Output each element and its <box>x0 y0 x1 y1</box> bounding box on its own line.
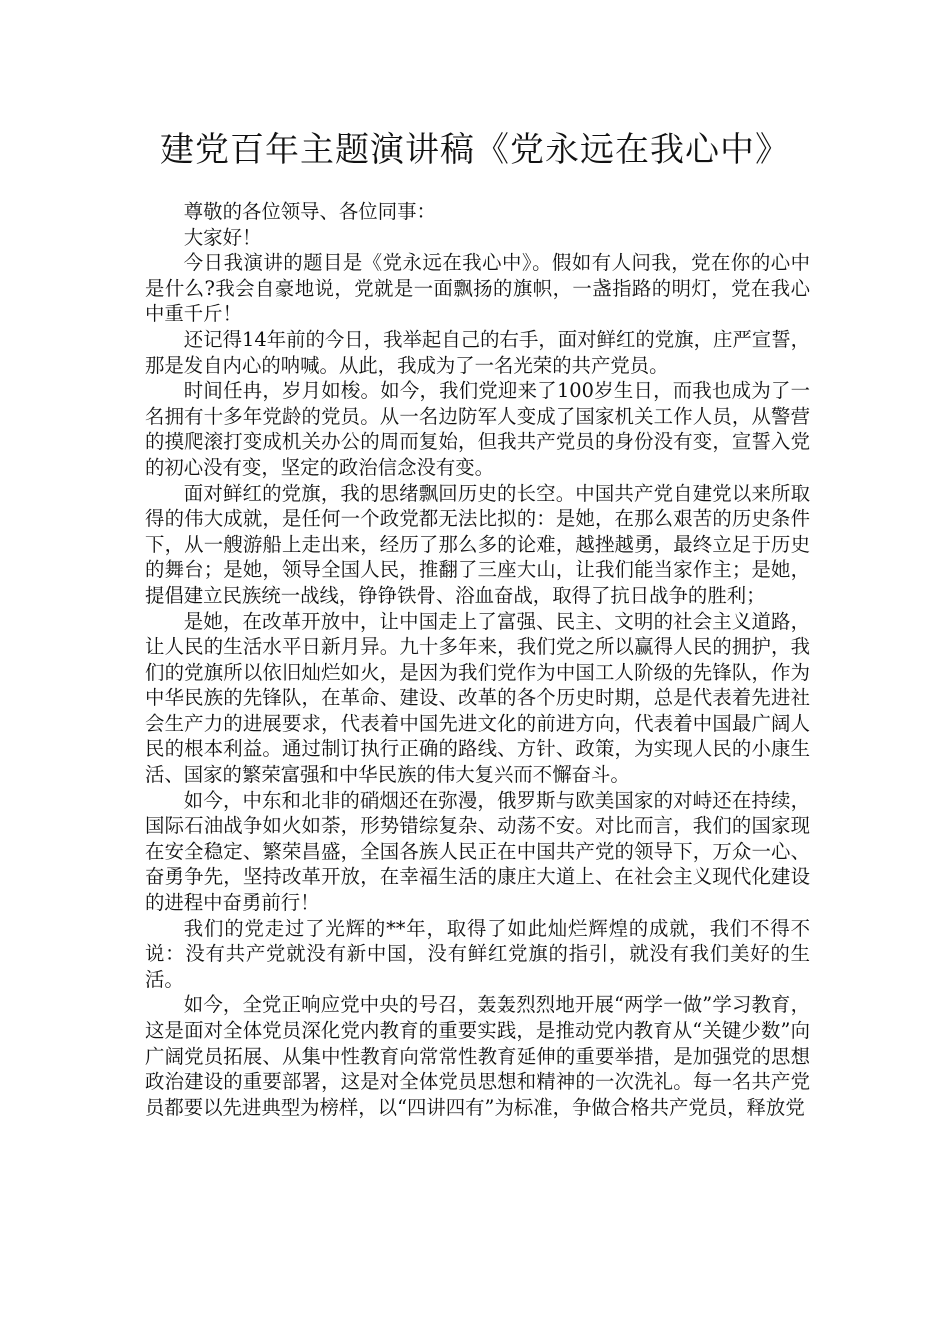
paragraph: 是她，在改革开放中，让中国走上了富强、民主、文明的社会主义道路，让人民的生活水平日新月异。九十多年来，我们党之所以赢得人民的拥护，我们的党旗所以依旧灿烂如火，是因为我们党作为中国工人阶级的先锋队，作为中华民族的先锋队，在革命、建设、改革的各个历史时期，总是代表着先进社会生产力的进展要求，代表着中国先进文化的前进方向，代表着中国最广阔人民的根本利益。通过制订执行正确的路线、方针、政策，为实现人民的小康生活、国家的繁荣富强和中华民族的伟大复兴而不懈奋斗。 <box>145 609 810 787</box>
paragraph: 如今，中东和北非的硝烟还在弥漫，俄罗斯与欧美国家的对峙还在持续，国际石油战争如火如荼，形势错综复杂、动荡不安。对比而言，我们的国家现在安全稳定、繁荣昌盛，全国各族人民正在中国共产党的领导下，万众一心、奋勇争先，坚持改革开放，在幸福生活的康庄大道上、在社会主义现代化建设的进程中奋勇前行！ <box>145 788 810 915</box>
paragraph: 今日我演讲的题目是《党永远在我心中》。假如有人问我，党在你的心中是什么?我会自豪地说，党就是一面飘扬的旗帜，一盏指路的明灯，党在我心中重千斤！ <box>145 251 810 326</box>
paragraph-greeting: 大家好！ <box>183 225 262 249</box>
paragraph: 如今，全党正响应党中央的号召，轰轰烈烈地开展“两学一做”学习教育，这是面对全体党员深化党内教育的重要实践，是推动党内教育从“关键少数”向广阔党员拓展、从集中性教育向常常性教育延伸的重要举措，是加强党的思想政治建设的重要部署，这是对全体党员思想和精神的一次洗礼。每一名共产党员都要以先进典型为榜样，以“四讲四有”为标准，争做合格共产党员，释放党 <box>145 993 810 1119</box>
document-body <box>145 199 810 1120</box>
paragraph: 面对鲜红的党旗，我的思绪飘回历史的长空。中国共产党自建党以来所取得的伟大成就，是任何一个政党都无法比拟的：是她，在那么艰苦的历史条件下，从一艘游船上走出来，经历了那么多的论难，越挫越勇，最终立足于历史的舞台；是她，领导全国人民，推翻了三座大山，让我们能当家作主；是她，提倡建立民族统一战线，铮铮铁骨、浴血奋战，取得了抗日战争的胜利； <box>145 481 810 607</box>
document-title: 建党百年主题演讲稿《党永远在我心中》 <box>160 130 790 170</box>
paragraph: 还记得14年前的今日，我举起自己的右手，面对鲜红的党旗，庄严宣誓，那是发自内心的呐喊。从此，我成为了一名光荣的共产党员。 <box>145 327 810 377</box>
paragraph: 时间任冉，岁月如梭。如今，我们党迎来了100岁生日，而我也成为了一名拥有十多年党龄的党员。从一名边防军人变成了国家机关工作人员，从警营的摸爬滚打变成机关办公的周而复始，但我共产党员的身份没有变，宣誓入党的初心没有变，坚定的政治信念没有变。 <box>145 379 810 479</box>
paragraph: 我们的党走过了光辉的**年，取得了如此灿烂辉煌的成就，我们不得不说：没有共产党就没有新中国，没有鲜红党旗的指引，就没有我们美好的生活。 <box>145 916 810 991</box>
paragraph-salutation: 尊敬的各位领导、各位同事： <box>183 200 436 223</box>
